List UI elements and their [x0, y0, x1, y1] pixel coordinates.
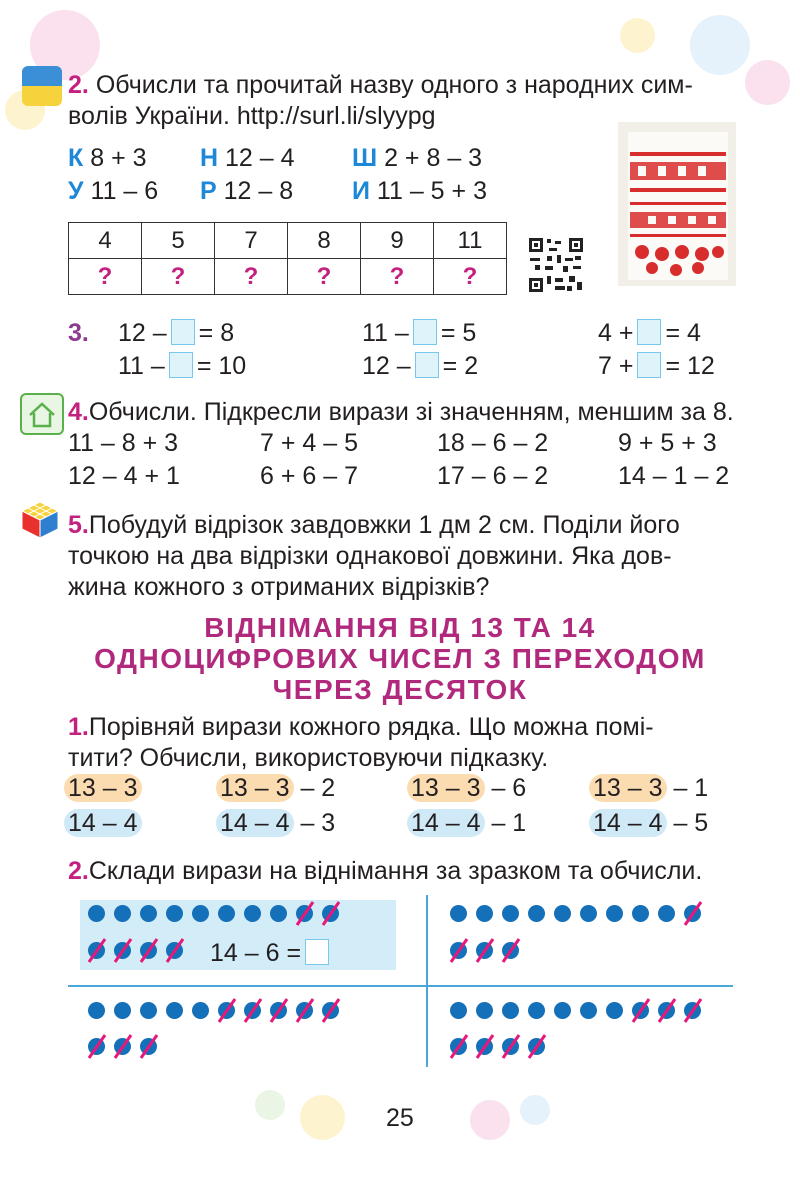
equation: 11 – = 5: [362, 319, 477, 347]
example-expression: 14 – 6 =: [210, 938, 333, 968]
crossed-dot: [502, 942, 519, 959]
crossed-dot: [296, 1002, 313, 1019]
task-number: 2.: [68, 71, 89, 99]
equation: 11 – = 10: [118, 352, 247, 380]
expr: 6 + 6 – 7: [260, 462, 358, 490]
decor-bubble: [470, 1100, 510, 1140]
crossed-dot: [502, 1038, 519, 1055]
ukraine-flag-icon: [22, 66, 62, 106]
crossed-dot: [684, 905, 701, 922]
crossed-dot: [114, 942, 131, 959]
crossed-dot: [632, 1002, 649, 1019]
dot: [450, 905, 467, 922]
letter-expr: Ш 2 + 8 – 3: [352, 144, 483, 172]
dot: [192, 1002, 209, 1019]
dots-row: [88, 1002, 348, 1020]
dot: [606, 1002, 623, 1019]
dot: [88, 1002, 105, 1019]
decor-bubble: [620, 18, 655, 53]
crossed-dot: [322, 1002, 339, 1019]
dots-row: [450, 942, 528, 960]
dot: [476, 1002, 493, 1019]
dot: [632, 905, 649, 922]
task5-line2: точкою на два відрізки однакової довжини. Яка дов-: [68, 542, 672, 570]
crossed-dot: [322, 905, 339, 922]
dots-row: [88, 942, 192, 960]
letter-expr: У 11 – 6: [68, 177, 159, 205]
expr: 13 – 3: [64, 773, 142, 803]
dots-row: [88, 1038, 166, 1056]
equation: 7 + = 12: [598, 352, 715, 380]
answer-box[interactable]: [637, 319, 661, 345]
home-icon: [20, 393, 64, 435]
equation: 12 – = 2: [362, 352, 479, 380]
dots-row: [88, 905, 348, 923]
answer-box[interactable]: [305, 939, 329, 965]
answer-box[interactable]: [413, 319, 437, 345]
expr: 12 – 4 + 1: [68, 462, 180, 490]
task2-line2: волів України. http://surl.li/slyypg: [68, 102, 436, 130]
answer-box[interactable]: [169, 352, 193, 378]
task-number: 3.: [68, 319, 89, 347]
dot: [502, 905, 519, 922]
crossed-dot: [476, 1038, 493, 1055]
letter-expr: И 11 – 5 + 3: [352, 177, 487, 205]
dot: [580, 1002, 597, 1019]
dot: [166, 1002, 183, 1019]
task5-line3: жина кожного з отриманих відрізків?: [68, 573, 490, 601]
answer-box[interactable]: [171, 319, 195, 345]
expr: 7 + 4 – 5: [260, 429, 358, 457]
expr: 17 – 6 – 2: [437, 462, 549, 490]
equation: 12 – = 8: [118, 319, 235, 347]
dot: [606, 905, 623, 922]
task4-text: 4.Обчисли. Підкресли вирази зі значенням, меншим за 8.: [68, 398, 734, 426]
dot: [270, 905, 287, 922]
expr: 18 – 6 – 2: [437, 429, 549, 457]
crossed-dot: [528, 1038, 545, 1055]
dots-row: [450, 1038, 554, 1056]
section-title-line1: ВІДНІМАННЯ ВІД 13 ТА 14: [204, 612, 596, 643]
dot: [476, 905, 493, 922]
s-task1-line2: тити? Обчисли, використовуючи підказку.: [68, 744, 549, 772]
expr: 14 – 4 – 3: [216, 808, 335, 838]
dot: [450, 1002, 467, 1019]
expr: 13 – 3 – 6: [407, 773, 526, 803]
dot: [140, 1002, 157, 1019]
crossed-dot: [140, 1038, 157, 1055]
crossed-dot: [140, 942, 157, 959]
task5-line1: 5.Побудуй відрізок завдовжки 1 дм 2 см. Поділи його: [68, 511, 680, 539]
decor-bubble: [520, 1095, 550, 1125]
crossed-dot: [450, 1038, 467, 1055]
section-title-line3: ЧЕРЕЗ ДЕСЯТОК: [272, 674, 528, 705]
dot: [88, 905, 105, 922]
section-title-line2: ОДНОЦИФРОВИХ ЧИСЕЛ З ПЕРЕХОДОМ: [94, 643, 706, 674]
dot: [166, 905, 183, 922]
dot: [192, 905, 209, 922]
grid-vertical-line: [426, 895, 428, 1067]
crossed-dot: [684, 1002, 701, 1019]
rubik-cube-icon: [20, 500, 60, 540]
expr: 14 – 1 – 2: [618, 462, 730, 490]
letter-expr: Р 12 – 8: [200, 177, 294, 205]
letters-row: ? ? ? ? ? ?: [69, 259, 507, 295]
crossed-dot: [218, 1002, 235, 1019]
expr: 14 – 4 – 5: [589, 808, 708, 838]
answer-box[interactable]: [637, 352, 661, 378]
expr: 13 – 3 – 1: [589, 773, 708, 803]
crossed-dot: [114, 1038, 131, 1055]
dot: [114, 905, 131, 922]
page-number: 25: [386, 1104, 414, 1132]
equation: 4 + = 4: [598, 319, 701, 347]
answer-table: [68, 222, 507, 295]
crossed-dot: [296, 905, 313, 922]
crossed-dot: [658, 1002, 675, 1019]
embroidered-towel-image: [618, 122, 736, 286]
expr: 9 + 5 + 3: [618, 429, 717, 457]
dot: [528, 1002, 545, 1019]
task-text: Обчисли та прочитай назву одного з народних сим-: [95, 71, 693, 99]
letter-expr: Н 12 – 4: [200, 144, 295, 172]
dot: [658, 905, 675, 922]
expr: 13 – 3 – 2: [216, 773, 335, 803]
answer-box[interactable]: [415, 352, 439, 378]
dot: [554, 1002, 571, 1019]
s-task2-text: 2.Склади вирази на віднімання за зразком та обчисли.: [68, 857, 703, 885]
s-task1-line1: 1.Порівняй вирази кожного рядка. Що можна помі-: [68, 713, 654, 741]
crossed-dot: [270, 1002, 287, 1019]
grid-horizontal-line: [68, 985, 733, 987]
crossed-dot: [450, 942, 467, 959]
dot: [502, 1002, 519, 1019]
dot: [554, 905, 571, 922]
dot: [114, 1002, 131, 1019]
crossed-dot: [166, 942, 183, 959]
dot: [218, 905, 235, 922]
expr: 14 – 4 – 1: [407, 808, 526, 838]
dot: [244, 905, 261, 922]
dots-row: [450, 1002, 710, 1020]
dot: [140, 905, 157, 922]
answers-row: 4 5 7 8 9 11: [69, 223, 507, 259]
crossed-dot: [244, 1002, 261, 1019]
task2-line1: [68, 70, 693, 100]
crossed-dot: [88, 1038, 105, 1055]
expr: 11 – 8 + 3: [68, 429, 179, 457]
dot: [580, 905, 597, 922]
expr: 14 – 4: [64, 808, 142, 838]
letter-expr: К 8 + 3: [68, 144, 147, 172]
crossed-dot: [476, 942, 493, 959]
qr-code-icon[interactable]: [527, 236, 585, 294]
decor-bubble: [300, 1095, 345, 1140]
decor-bubble: [255, 1090, 285, 1120]
decor-bubble: [690, 15, 750, 75]
dots-row: [450, 905, 710, 923]
decor-bubble: [745, 60, 790, 105]
dot: [528, 905, 545, 922]
crossed-dot: [88, 942, 105, 959]
